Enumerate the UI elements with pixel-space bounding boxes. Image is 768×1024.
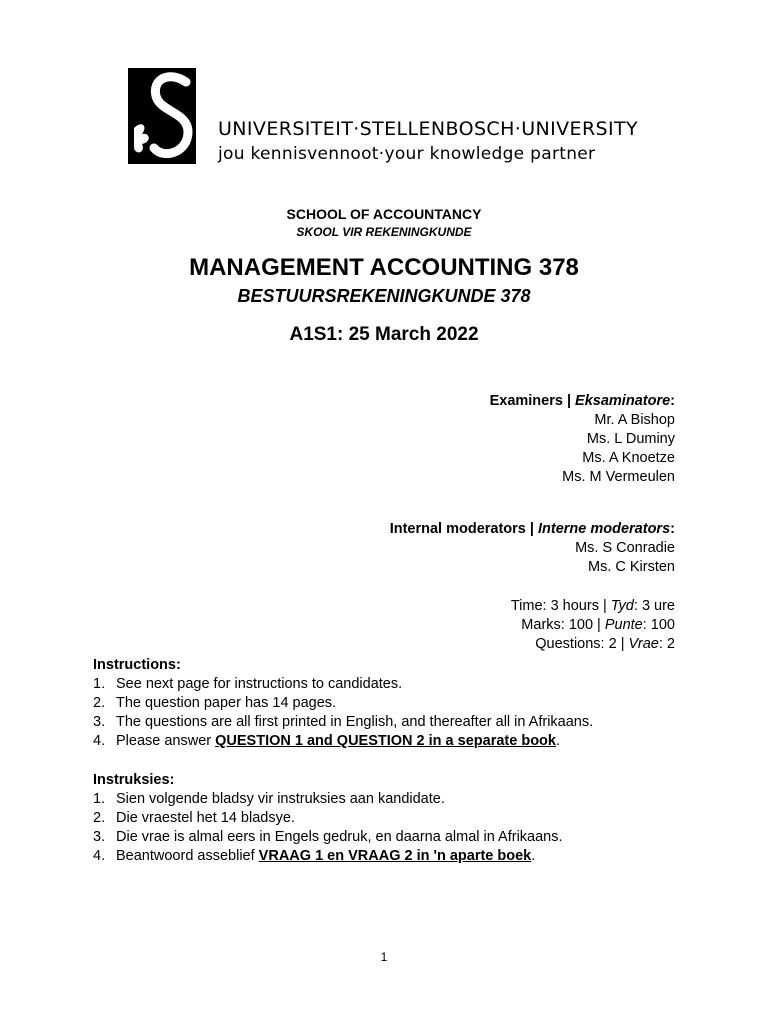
moderators-heading: Internal moderators | Interne moderators: <box>389 521 675 537</box>
page-number: 1 <box>380 950 388 964</box>
logo-title: UNIVERSITEIT·STELLENBOSCH·UNIVERSITY <box>218 118 639 140</box>
examiner-name: Mr. A Bishop <box>594 412 675 428</box>
logo-tagline: jou kennisvennoot·your knowledge partner <box>218 144 596 164</box>
exam-questions: Questions: 2 | Vrae: 2 <box>535 636 675 652</box>
university-crest-icon <box>128 68 196 164</box>
list-item: 4. Please answer QUESTION 1 and QUESTION 2 in a separate book. <box>93 733 560 749</box>
school-name: SCHOOL OF ACCOUNTANCY <box>286 206 482 222</box>
moderators-block <box>390 520 675 577</box>
course-title: MANAGEMENT ACCOUNTING 378 <box>189 254 579 281</box>
examiners-block <box>490 392 675 487</box>
emphasized-instruction: VRAAG 1 en VRAAG 2 in 'n aparte boek <box>258 848 532 864</box>
list-item: 1. See next page for instructions to candidates. <box>93 676 403 692</box>
list-item: 2. Die vraestel het 14 bladsye. <box>93 810 295 826</box>
instructions-heading: Instructions: <box>93 657 181 673</box>
exam-date: A1S1: 25 March 2022 <box>289 324 479 345</box>
moderator-name: Ms. C Kirsten <box>587 559 675 575</box>
list-item: 3. Die vrae is almal eers in Engels gedruk, en daarna almal in Afrikaans. <box>93 829 563 845</box>
instructions-list <box>93 675 593 751</box>
list-item: 1. Sien volgende bladsy vir instruksies aan kandidate. <box>93 791 445 807</box>
list-item: 4. Beantwoord asseblief VRAAG 1 en VRAAG 2 in 'n aparte boek. <box>93 848 536 864</box>
instruksies-list <box>93 790 563 866</box>
examiner-name: Ms. L Duminy <box>586 431 675 447</box>
university-logo <box>128 68 648 168</box>
list-item: 2. The question paper has 14 pages. <box>93 695 337 711</box>
examiner-name: Ms. M Vermeulen <box>562 469 675 485</box>
examiner-name: Ms. A Knoetze <box>582 450 675 466</box>
course-title-afrikaans: BESTUURSREKENINGKUNDE 378 <box>237 286 531 306</box>
moderator-name: Ms. S Conradie <box>575 540 675 556</box>
exam-meta-block <box>511 597 675 654</box>
list-item: 3. The questions are all first printed in English, and thereafter all in Afrikaans. <box>93 714 594 730</box>
emphasized-instruction: QUESTION 1 and QUESTION 2 in a separate book <box>215 733 556 749</box>
instructions-english <box>93 656 593 751</box>
school-name-afrikaans: SKOOL VIR REKENINGKUNDE <box>296 225 472 239</box>
examiners-heading: Examiners | Eksaminatore: <box>489 393 675 409</box>
exam-time: Time: 3 hours | Tyd: 3 ure <box>510 598 675 614</box>
instructions-afrikaans <box>93 771 563 866</box>
instruksies-heading: Instruksies: <box>93 772 175 788</box>
exam-marks: Marks: 100 | Punte: 100 <box>521 617 675 633</box>
